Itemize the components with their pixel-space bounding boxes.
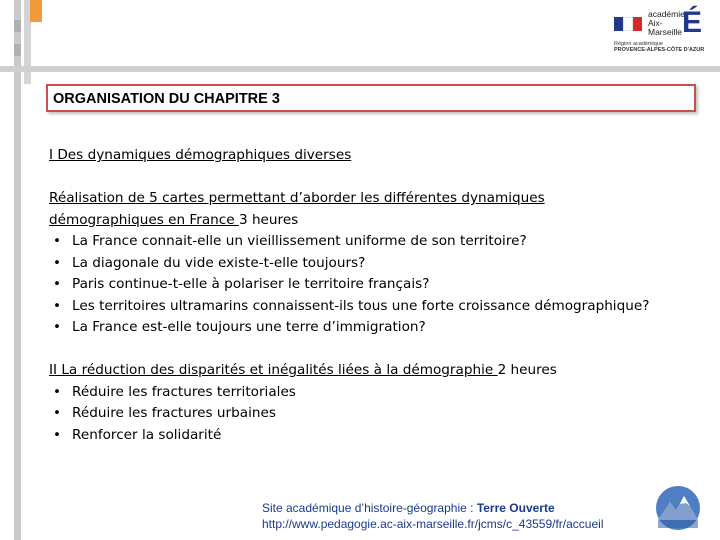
chapter-title-box	[46, 84, 696, 112]
mountain-logo-icon	[652, 484, 704, 532]
site-name: Terre Ouverte	[476, 501, 555, 515]
decorative-tick	[14, 20, 21, 32]
list-item: • Réduire les fractures territoriales	[49, 382, 709, 404]
list-item: • Les territoires ultramarins connaissent-ils tous une forte croissance démographique?	[49, 296, 709, 318]
chapter-content	[49, 145, 709, 446]
list-item: • Renforcer la solidarité	[49, 425, 709, 447]
academie-label: académie Aix-Marseille	[648, 9, 685, 37]
footer-url[interactable]: http://www.pedagogie.ac-aix-marseille.fr/jcms/c_43559/fr/accueil	[262, 517, 604, 531]
list-item: • La France est-elle toujours une terre d’immigration?	[49, 317, 709, 339]
e-mark-icon: É	[682, 6, 703, 39]
section-1-duration: 3 heures	[238, 211, 299, 228]
section-1-subheading-line2: démographiques en France 3 heures	[49, 211, 299, 228]
list-item: • La France connait-elle un vieillissement uniforme de son territoire?	[49, 231, 709, 253]
page-title: ORGANISATION DU CHAPITRE 3	[53, 91, 280, 107]
list-item: • Réduire les fractures urbaines	[49, 403, 709, 425]
french-flag-icon	[614, 16, 642, 30]
section-2-bullet-list	[49, 382, 709, 447]
academie-logo	[612, 6, 710, 52]
list-item: • Paris continue-t-elle à polariser le territoire français?	[49, 274, 709, 296]
section-1-bullet-list	[49, 231, 709, 339]
section-1-subheading: Réalisation de 5 cartes permettant d’aborder les différentes dynamiques	[49, 190, 545, 206]
list-item: • La diagonale du vide existe-t-elle toujours?	[49, 253, 709, 275]
decorative-orange-square	[30, 0, 42, 22]
section-1-heading: I Des dynamiques démographiques diverses	[49, 147, 352, 163]
region-label: Région académique PROVENCE-ALPES-CÔTE D'AZUR	[614, 41, 705, 53]
decorative-horizontal-bar	[0, 66, 720, 72]
decorative-vertical-bar	[14, 0, 21, 540]
footer	[262, 500, 682, 532]
section-2-heading: II La réduction des disparités et inégalités liées à la démographie 2 heures	[49, 362, 557, 378]
footer-site-line: Site académique d’histoire-géographie : Terre Ouverte	[262, 501, 555, 515]
section-2-duration: 2 heures	[497, 362, 557, 378]
decorative-tick	[14, 44, 21, 56]
